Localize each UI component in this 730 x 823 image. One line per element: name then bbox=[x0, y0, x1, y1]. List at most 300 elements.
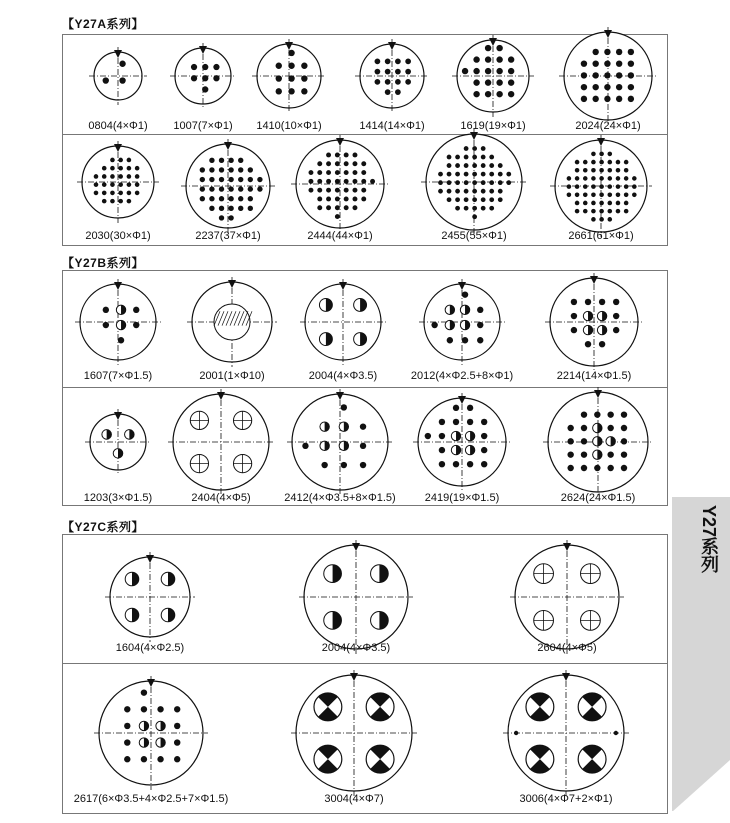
contact-pin bbox=[191, 75, 197, 81]
connector-y27c-3 bbox=[92, 674, 210, 792]
contact-pin bbox=[599, 176, 604, 181]
connector-y27a-3 bbox=[353, 37, 431, 115]
contact-pin bbox=[506, 180, 511, 185]
contact-pin bbox=[567, 465, 573, 471]
contact-pin bbox=[608, 184, 613, 189]
contact-pin bbox=[94, 191, 99, 196]
connector-caption: 1007(7×Φ1) bbox=[173, 120, 233, 132]
contact-pin bbox=[110, 174, 115, 179]
contact-pin bbox=[308, 188, 313, 193]
contact-pin bbox=[248, 196, 253, 201]
contact-pin bbox=[395, 89, 401, 95]
contact-pin bbox=[352, 196, 357, 201]
contact-pin bbox=[455, 189, 460, 194]
contact-pin bbox=[385, 59, 391, 65]
connector-caption: 1604(4×Φ2.5) bbox=[115, 642, 185, 654]
contact-pin bbox=[567, 425, 573, 431]
contact-pin bbox=[599, 201, 604, 206]
connector-y27a-6 bbox=[75, 139, 161, 225]
contact-pin bbox=[575, 209, 580, 214]
contact-pin bbox=[624, 176, 629, 181]
contact-pin bbox=[591, 201, 596, 206]
section-title-y27b: 【Y27B系列】 bbox=[62, 256, 145, 270]
contact-pin bbox=[481, 155, 486, 160]
contact-pin bbox=[301, 75, 307, 81]
connector-y27b-8 bbox=[411, 391, 513, 493]
contact-pin bbox=[473, 79, 479, 85]
contact-pin bbox=[110, 191, 115, 196]
contact-pin bbox=[395, 79, 401, 85]
section-title-y27a: 【Y27A系列】 bbox=[62, 17, 145, 31]
contact-pin bbox=[157, 706, 163, 712]
contact-pin bbox=[102, 174, 107, 179]
contact-pin bbox=[614, 731, 618, 735]
contact-pin bbox=[335, 152, 340, 157]
contact-pin bbox=[326, 161, 331, 166]
contact-pin bbox=[405, 79, 411, 85]
contact-pin bbox=[481, 461, 487, 467]
contact-pin bbox=[613, 313, 619, 319]
contact-pin bbox=[581, 465, 587, 471]
contact-pin bbox=[473, 68, 479, 74]
contact-pin bbox=[472, 172, 477, 177]
contact-pin bbox=[439, 447, 445, 453]
contact-pin bbox=[238, 196, 243, 201]
contact-pin bbox=[599, 152, 604, 157]
contact-pin bbox=[124, 706, 130, 712]
contact-pin bbox=[571, 327, 577, 333]
divider-y27c bbox=[62, 663, 668, 664]
contact-pin bbox=[453, 405, 459, 411]
contact-pin bbox=[455, 206, 460, 211]
contact-pin bbox=[127, 199, 132, 204]
contact-pin bbox=[581, 72, 587, 78]
contact-pin bbox=[361, 188, 366, 193]
contact-pin bbox=[621, 438, 627, 444]
contact-pin bbox=[174, 739, 180, 745]
contact-pin bbox=[344, 179, 349, 184]
contact-pin bbox=[308, 179, 313, 184]
contact-pin bbox=[335, 161, 340, 166]
contact-pin bbox=[455, 155, 460, 160]
contact-pin bbox=[174, 756, 180, 762]
connector-caption: 2617(6×Φ3.5+4×Φ2.5+7×Φ1.5) bbox=[73, 793, 229, 805]
contact-pin bbox=[628, 84, 634, 90]
contact-pin bbox=[608, 176, 613, 181]
contact-pin bbox=[439, 419, 445, 425]
contact-pin bbox=[472, 163, 477, 168]
connector-y27a-0 bbox=[87, 45, 149, 107]
contact-pin bbox=[581, 96, 587, 102]
contact-pin bbox=[508, 68, 514, 74]
contact-pin bbox=[464, 206, 469, 211]
contact-pin bbox=[191, 64, 197, 70]
contact-pin bbox=[344, 188, 349, 193]
contact-pin bbox=[462, 68, 468, 74]
contact-pin bbox=[583, 160, 588, 165]
contact-pin bbox=[498, 172, 503, 177]
connector-caption: 1410(10×Φ1) bbox=[256, 120, 322, 132]
contact-pin bbox=[464, 189, 469, 194]
contact-pin bbox=[238, 206, 243, 211]
contact-pin bbox=[464, 180, 469, 185]
contact-pin bbox=[485, 68, 491, 74]
contact-pin bbox=[489, 155, 494, 160]
contact-pin bbox=[473, 91, 479, 97]
contact-pin bbox=[228, 206, 233, 211]
connector-y27b-6 bbox=[166, 387, 276, 497]
contact-pin bbox=[385, 89, 391, 95]
contact-pin bbox=[124, 739, 130, 745]
contact-pin bbox=[335, 205, 340, 210]
contact-pin bbox=[608, 160, 613, 165]
connector-y27b-3 bbox=[417, 277, 507, 367]
contact-pin bbox=[607, 465, 613, 471]
contact-pin bbox=[496, 79, 502, 85]
contact-pin bbox=[485, 56, 491, 62]
contact-pin bbox=[317, 179, 322, 184]
contact-pin bbox=[94, 182, 99, 187]
contact-pin bbox=[124, 756, 130, 762]
contact-pin bbox=[575, 176, 580, 181]
contact-pin bbox=[608, 193, 613, 198]
contact-pin bbox=[344, 196, 349, 201]
contact-pin bbox=[592, 60, 598, 66]
connector-y27a-4 bbox=[450, 33, 536, 119]
contact-pin bbox=[591, 217, 596, 222]
contact-pin bbox=[103, 77, 109, 83]
connector-caption: 2604(4×Φ5) bbox=[537, 642, 597, 654]
contact-pin bbox=[447, 180, 452, 185]
contact-pin bbox=[127, 174, 132, 179]
contact-pin bbox=[616, 209, 621, 214]
contact-pin bbox=[335, 179, 340, 184]
contact-pin bbox=[344, 152, 349, 157]
contact-pin bbox=[352, 170, 357, 175]
contact-pin bbox=[594, 465, 600, 471]
contact-pin bbox=[592, 84, 598, 90]
contact-pin bbox=[594, 411, 600, 417]
contact-pin bbox=[496, 56, 502, 62]
contact-pin bbox=[257, 177, 262, 182]
contact-pin bbox=[127, 166, 132, 171]
connector-y27c-5 bbox=[501, 668, 631, 798]
contact-pin bbox=[481, 197, 486, 202]
contact-pin bbox=[431, 322, 437, 328]
contact-pin bbox=[200, 196, 205, 201]
contact-pin bbox=[141, 706, 147, 712]
connector-y27b-5 bbox=[83, 407, 153, 477]
contact-pin bbox=[103, 307, 109, 313]
contact-pin bbox=[591, 152, 596, 157]
contact-pin bbox=[370, 179, 375, 184]
connector-caption: 3006(4×Φ7+2×Φ1) bbox=[519, 793, 613, 805]
connector-caption: 2214(14×Φ1.5) bbox=[556, 370, 632, 382]
contact-pin bbox=[591, 193, 596, 198]
contact-pin bbox=[616, 84, 622, 90]
contact-pin bbox=[352, 152, 357, 157]
contact-pin bbox=[616, 60, 622, 66]
contact-pin bbox=[575, 193, 580, 198]
contact-pin bbox=[489, 180, 494, 185]
contact-pin bbox=[335, 188, 340, 193]
contact-pin bbox=[361, 196, 366, 201]
contact-pin bbox=[608, 201, 613, 206]
contact-pin bbox=[489, 172, 494, 177]
contact-pin bbox=[599, 217, 604, 222]
contact-pin bbox=[496, 91, 502, 97]
contact-pin bbox=[447, 197, 452, 202]
contact-pin bbox=[360, 443, 366, 449]
contact-pin bbox=[335, 170, 340, 175]
contact-pin bbox=[375, 69, 381, 75]
contact-pin bbox=[607, 411, 613, 417]
contact-pin bbox=[301, 88, 307, 94]
contact-pin bbox=[632, 184, 637, 189]
contact-pin bbox=[361, 170, 366, 175]
contact-pin bbox=[616, 193, 621, 198]
contact-pin bbox=[157, 756, 163, 762]
contact-pin bbox=[344, 170, 349, 175]
contact-pin bbox=[219, 196, 224, 201]
contact-pin bbox=[599, 341, 605, 347]
contact-pin bbox=[127, 158, 132, 163]
contact-pin bbox=[472, 197, 477, 202]
contact-pin bbox=[604, 60, 610, 66]
contact-pin bbox=[302, 443, 308, 449]
contact-pin bbox=[209, 167, 214, 172]
contact-pin bbox=[228, 215, 233, 220]
contact-pin bbox=[335, 196, 340, 201]
contact-pin bbox=[209, 206, 214, 211]
contact-pin bbox=[592, 96, 598, 102]
contact-pin bbox=[133, 307, 139, 313]
contact-pin bbox=[628, 60, 634, 66]
contact-pin bbox=[141, 689, 147, 695]
contact-pin bbox=[326, 196, 331, 201]
contact-pin bbox=[248, 186, 253, 191]
connector-caption: 2404(4×Φ5) bbox=[191, 492, 251, 504]
contact-pin bbox=[591, 160, 596, 165]
contact-pin bbox=[616, 176, 621, 181]
contact-pin bbox=[472, 155, 477, 160]
contact-pin bbox=[288, 75, 294, 81]
connector-y27a-10 bbox=[548, 133, 654, 239]
contact-pin bbox=[599, 299, 605, 305]
contact-pin bbox=[317, 188, 322, 193]
connector-y27b-2 bbox=[298, 277, 388, 367]
contact-pin bbox=[481, 189, 486, 194]
contact-pin bbox=[481, 447, 487, 453]
contact-pin bbox=[174, 723, 180, 729]
contact-pin bbox=[604, 72, 610, 78]
contact-pin bbox=[248, 206, 253, 211]
contact-pin bbox=[632, 193, 637, 198]
contact-pin bbox=[326, 170, 331, 175]
side-tab-fold bbox=[672, 760, 730, 812]
contact-pin bbox=[439, 433, 445, 439]
contact-pin bbox=[608, 209, 613, 214]
contact-pin bbox=[219, 215, 224, 220]
contact-pin bbox=[119, 77, 125, 83]
contact-pin bbox=[575, 168, 580, 173]
contact-pin bbox=[464, 197, 469, 202]
contact-pin bbox=[498, 197, 503, 202]
contact-pin bbox=[335, 214, 340, 219]
contact-pin bbox=[200, 177, 205, 182]
connector-y27a-2 bbox=[250, 37, 328, 115]
contact-pin bbox=[477, 307, 483, 313]
contact-pin bbox=[118, 337, 124, 343]
connector-caption: 2030(30×Φ1) bbox=[85, 230, 151, 242]
contact-pin bbox=[439, 461, 445, 467]
contact-pin bbox=[118, 191, 123, 196]
connector-caption: 0804(4×Φ1) bbox=[88, 120, 148, 132]
contact-pin bbox=[118, 166, 123, 171]
contact-pin bbox=[405, 59, 411, 65]
contact-pin bbox=[464, 172, 469, 177]
contact-pin bbox=[624, 160, 629, 165]
contact-pin bbox=[135, 182, 140, 187]
contact-pin bbox=[228, 196, 233, 201]
contact-pin bbox=[472, 180, 477, 185]
contact-pin bbox=[276, 63, 282, 69]
connector-y27b-9 bbox=[541, 385, 655, 499]
contact-pin bbox=[481, 433, 487, 439]
contact-pin bbox=[583, 209, 588, 214]
contact-pin bbox=[321, 462, 327, 468]
contact-pin bbox=[395, 59, 401, 65]
contact-pin bbox=[498, 163, 503, 168]
contact-pin bbox=[498, 189, 503, 194]
contact-pin bbox=[124, 723, 130, 729]
contact-pin bbox=[209, 186, 214, 191]
contact-pin bbox=[317, 205, 322, 210]
contact-pin bbox=[133, 322, 139, 328]
contact-pin bbox=[489, 206, 494, 211]
connector-caption: 2012(4×Φ2.5+8×Φ1) bbox=[410, 370, 514, 382]
contact-pin bbox=[326, 152, 331, 157]
contact-pin bbox=[352, 188, 357, 193]
contact-pin bbox=[455, 172, 460, 177]
contact-pin bbox=[624, 193, 629, 198]
contact-pin bbox=[127, 191, 132, 196]
contact-pin bbox=[506, 172, 511, 177]
contact-pin bbox=[514, 731, 518, 735]
contact-pin bbox=[202, 86, 208, 92]
contact-pin bbox=[581, 451, 587, 457]
contact-pin bbox=[326, 188, 331, 193]
connector-caption: 3004(4×Φ7) bbox=[324, 793, 384, 805]
contact-pin bbox=[119, 61, 125, 67]
contact-pin bbox=[248, 177, 253, 182]
contact-pin bbox=[621, 465, 627, 471]
contact-pin bbox=[326, 205, 331, 210]
contact-pin bbox=[613, 327, 619, 333]
contact-pin bbox=[344, 205, 349, 210]
contact-pin bbox=[118, 199, 123, 204]
contact-pin bbox=[604, 49, 610, 55]
contact-pin bbox=[110, 199, 115, 204]
contact-pin bbox=[200, 167, 205, 172]
contact-pin bbox=[567, 184, 572, 189]
contact-pin bbox=[455, 180, 460, 185]
contact-pin bbox=[567, 193, 572, 198]
connector-y27b-0 bbox=[73, 277, 163, 367]
contact-pin bbox=[583, 193, 588, 198]
connector-y27c-0 bbox=[103, 550, 197, 644]
contact-pin bbox=[425, 433, 431, 439]
contact-pin bbox=[375, 59, 381, 65]
contact-pin bbox=[257, 186, 262, 191]
connector-y27a-9 bbox=[419, 127, 529, 237]
connector-caption: 2001(1×Φ10) bbox=[199, 370, 265, 382]
contact-pin bbox=[455, 163, 460, 168]
contact-pin bbox=[110, 166, 115, 171]
contact-pin bbox=[607, 425, 613, 431]
contact-pin bbox=[453, 461, 459, 467]
connector-y27b-4 bbox=[543, 271, 645, 373]
contact-pin bbox=[481, 172, 486, 177]
connector-caption: 1619(19×Φ1) bbox=[460, 120, 526, 132]
contact-pin bbox=[219, 177, 224, 182]
contact-pin bbox=[438, 189, 443, 194]
contact-pin bbox=[632, 176, 637, 181]
contact-pin bbox=[508, 56, 514, 62]
contact-pin bbox=[405, 69, 411, 75]
contact-pin bbox=[438, 172, 443, 177]
connector-caption: 2455(55×Φ1) bbox=[441, 230, 507, 242]
contact-pin bbox=[583, 184, 588, 189]
contact-pin bbox=[567, 451, 573, 457]
contact-pin bbox=[127, 182, 132, 187]
contact-pin bbox=[585, 299, 591, 305]
contact-pin bbox=[581, 60, 587, 66]
contact-pin bbox=[238, 186, 243, 191]
contact-pin bbox=[624, 184, 629, 189]
contact-pin bbox=[462, 337, 468, 343]
contact-pin bbox=[472, 214, 477, 219]
contact-pin bbox=[616, 72, 622, 78]
contact-pin bbox=[288, 50, 294, 56]
contact-pin bbox=[472, 189, 477, 194]
connector-caption: 2237(37×Φ1) bbox=[195, 230, 261, 242]
contact-pin bbox=[462, 291, 468, 297]
contact-pin bbox=[118, 174, 123, 179]
contact-pin bbox=[464, 155, 469, 160]
contact-pin bbox=[94, 174, 99, 179]
contact-pin bbox=[385, 79, 391, 85]
contact-pin bbox=[599, 160, 604, 165]
contact-pin bbox=[581, 438, 587, 444]
connector-caption: 1203(3×Φ1.5) bbox=[83, 492, 153, 504]
contact-pin bbox=[110, 182, 115, 187]
contact-pin bbox=[317, 170, 322, 175]
contact-pin bbox=[385, 69, 391, 75]
contact-pin bbox=[608, 168, 613, 173]
contact-pin bbox=[628, 72, 634, 78]
contact-pin bbox=[489, 189, 494, 194]
contact-pin bbox=[341, 404, 347, 410]
contact-pin bbox=[326, 179, 331, 184]
contact-pin bbox=[317, 161, 322, 166]
contact-pin bbox=[472, 146, 477, 151]
contact-pin bbox=[591, 184, 596, 189]
contact-pin bbox=[464, 163, 469, 168]
contact-pin bbox=[624, 201, 629, 206]
contact-pin bbox=[467, 461, 473, 467]
connector-caption: 2444(44×Φ1) bbox=[307, 230, 373, 242]
